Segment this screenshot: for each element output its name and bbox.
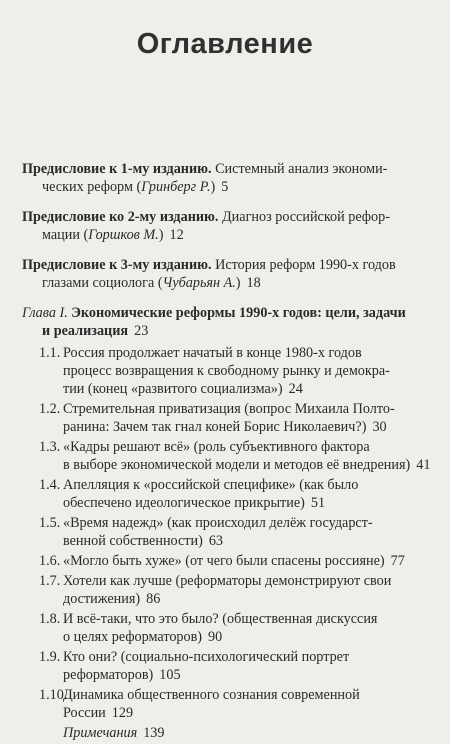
entry-last-line (63, 418, 426, 436)
entry-line: Апелляция к «российской специфике» (как было (63, 477, 359, 493)
entry-text: «Могло быть хуже» (от чего были спасены россияне) (63, 553, 385, 569)
entry-text: Системный анализ экономи- (211, 161, 388, 177)
page-title: Оглавление (136, 28, 314, 60)
section-number: 1.7. (39, 573, 61, 589)
entry-line: Хотели как лучше (реформаторы демонстрируют свои (63, 573, 392, 589)
toc-entry-section[interactable] (39, 610, 426, 646)
entry-last-line (63, 380, 426, 398)
toc-entries (22, 160, 431, 744)
entry-last-line (63, 552, 426, 570)
chapter-title: Экономические реформы 1990-х годов: цели, задачи (67, 305, 406, 321)
page-number: 86 (146, 591, 161, 607)
entry-text: мации ( (42, 227, 89, 243)
section-number: 1.6. (39, 553, 61, 569)
page-number: 105 (159, 667, 181, 683)
chapter-label: Глава I. (22, 305, 68, 321)
toc-entry-section[interactable] (39, 476, 426, 512)
entry-text: реформаторов) (63, 667, 154, 683)
section-number: 1.3. (39, 439, 61, 455)
entry-text: достижения) (63, 591, 141, 607)
page-number: 51 (310, 495, 326, 511)
page-number: 30 (372, 419, 387, 435)
entry-text: ранина: Зачем так гнал коней Борис Николаевич?) (63, 419, 367, 435)
entry-text: ) (210, 179, 216, 195)
entry-last-line (63, 590, 426, 608)
entry-last-line (63, 724, 426, 742)
entry-author: Гринберг Р. (141, 179, 211, 195)
toc-entry-section[interactable] (39, 572, 426, 608)
page-number: 18 (246, 275, 261, 291)
chapter-title: и реализация (42, 323, 129, 339)
entry-heading: Предисловие к 1-му изданию. (22, 161, 212, 177)
entry-text: в выборе экономической модели и методов её внедрения) (63, 457, 411, 473)
page-number: 5 (221, 179, 229, 195)
entry-line: «Кадры решают всё» (роль субъективного фактора (63, 439, 370, 455)
entry-text: России (63, 705, 106, 721)
toc-entry-section[interactable] (39, 648, 426, 684)
section-number: 1.2. (39, 401, 61, 417)
entry-text: обеспечено идеологическое прикрытие) (63, 495, 305, 511)
page-number: 12 (169, 227, 184, 243)
page-number: 24 (288, 381, 303, 397)
entry-line: Россия продолжает начатый в конце 1980-х годов (63, 345, 362, 361)
page-number: 77 (390, 553, 405, 569)
entry-text: История реформ 1990-х годов (211, 257, 396, 273)
entry-text: ) (235, 275, 241, 291)
page-number: 90 (208, 629, 223, 645)
toc-entry-preface[interactable] (22, 208, 426, 244)
section-number: 1.10. (39, 687, 68, 703)
entry-last-line (22, 178, 426, 196)
entry-line (22, 304, 426, 322)
entry-line (22, 256, 426, 274)
entry-text-wrap (42, 275, 241, 291)
notes-label: Примечания (63, 725, 138, 741)
section-number: 1.5. (39, 515, 61, 531)
entry-last-line (63, 704, 426, 722)
entry-last-line (22, 226, 426, 244)
section-number: 1.1. (39, 345, 61, 361)
entry-heading: Предисловие ко 2-му изданию. (22, 209, 219, 225)
toc-entry-section[interactable] (39, 438, 431, 474)
entry-line: И всё-таки, что это было? (общественная дискуссия (63, 611, 378, 627)
entry-line: Стремительная приватизация (вопрос Михаила Полто- (63, 401, 395, 417)
entry-text: тии (конец «развитого социализма») (63, 381, 283, 397)
toc-entry-section[interactable] (39, 686, 426, 722)
toc-entry-section[interactable] (39, 514, 426, 550)
entry-line: «Время надежд» (как происходил делёж государст- (63, 515, 373, 531)
entry-text: глазами социолога ( (42, 275, 163, 291)
entry-line (22, 160, 426, 178)
entry-text: венной собственности) (63, 533, 203, 549)
entry-text: ) (158, 227, 164, 243)
page-number: 41 (416, 457, 431, 473)
section-number: 1.4. (39, 477, 61, 493)
entry-text-wrap (42, 179, 215, 195)
toc-entry-section[interactable] (39, 344, 426, 398)
section-number: 1.9. (39, 649, 61, 665)
page-number: 129 (111, 705, 134, 721)
entry-last-line (63, 494, 426, 512)
entry-author: Горшков М. (88, 227, 159, 243)
toc-entry-notes[interactable] (39, 724, 426, 742)
entry-text-wrap (42, 227, 163, 243)
entry-author: Чубарьян А. (162, 275, 236, 291)
entry-line (22, 208, 426, 226)
page-number: 23 (134, 323, 149, 339)
entry-text: о целях реформаторов) (63, 629, 203, 645)
section-number: 1.8. (39, 611, 61, 627)
toc-entry-preface[interactable] (22, 256, 426, 292)
entry-last-line (63, 532, 426, 550)
entry-line: Динамика общественного сознания современной (63, 687, 360, 703)
toc-entry-preface[interactable] (22, 160, 426, 196)
entry-text: ческих реформ ( (42, 179, 142, 195)
entry-last-line (22, 274, 426, 292)
entry-last-line (22, 322, 426, 340)
page-number: 139 (143, 725, 165, 741)
entry-last-line (63, 628, 426, 646)
entry-line: процесс возвращения к свободному рынку и демокра- (63, 363, 390, 379)
entry-text: Диагноз российской рефор- (218, 209, 390, 225)
toc-entry-chapter[interactable] (22, 304, 426, 340)
toc-entry-section[interactable] (39, 400, 426, 436)
entry-line: Кто они? (социально-психологический портрет (63, 649, 350, 665)
entry-last-line (63, 456, 431, 474)
page-number: 63 (208, 533, 223, 549)
entry-heading: Предисловие к 3-му изданию. (22, 257, 212, 273)
toc-entry-section[interactable] (39, 552, 426, 570)
